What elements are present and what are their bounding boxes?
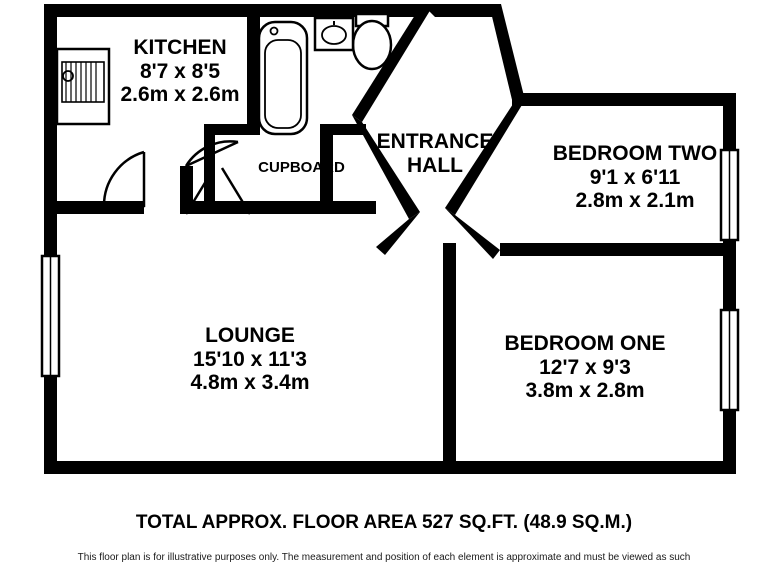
room-label-bedroom-one [455,332,715,403]
entrance-hall-line-2: HALL [407,153,463,177]
room-dim-metric-kitchen: 2.6m x 2.6m [120,83,240,107]
room-label-bedroom-two [510,142,760,213]
room-label-entrance-hall [355,130,515,177]
wall-cupboard-left [204,124,215,202]
room-name-bedroom-one: BEDROOM ONE [504,332,666,355]
door-kitchen-arc [104,152,144,207]
room-label-cupboard: CUPBOARD [258,159,345,176]
wall-entrance-top [422,4,501,17]
room-dim-imperial-bedroom-two: 9'1 x 6'11 [589,165,681,189]
room-dim-imperial-kitchen: 8'7 x 8'5 [139,59,221,83]
wc-fixture [353,14,391,69]
wall-bed2-left-stub [500,243,513,256]
wall-left-outer [44,4,57,474]
entrance-hall-line-1: ENTRANCE [376,130,494,153]
room-name-kitchen: KITCHEN [133,36,227,59]
room-name-bedroom-two: BEDROOM TWO [552,142,718,165]
room-label-lounge [110,324,390,395]
room-dim-imperial-lounge: 15'10 x 11'3 [193,347,307,371]
room-name-lounge: LOUNGE [205,324,295,347]
wall-entrance-diag-left-bottom [376,212,420,255]
wc-bowl [353,21,391,69]
room-dim-imperial-bedroom-one: 12'7 x 9'3 [539,355,631,379]
wall-top-right [512,93,736,106]
wall-entrance-diag-top [489,4,525,104]
wall-lounge-bed1-top [443,243,456,257]
wall-bottom-outer [44,461,736,474]
disclaimer-text: This floor plan is for illustrative purposes only. The measurement and position of each element is approximate and must be viewed as such [77,552,691,563]
room-dim-metric-bedroom-one: 3.8m x 2.8m [525,379,645,403]
room-dim-metric-bedroom-two: 2.8m x 2.1m [575,189,695,213]
wall-bed2-bottom [500,243,736,256]
room-label-kitchen [60,36,300,107]
basin-fixture [315,18,353,50]
room-dim-metric-lounge: 4.8m x 3.4m [190,371,310,395]
wall-lounge-top-right [186,201,376,214]
total-floor-area-text: TOTAL APPROX. FLOOR AREA 527 SQ.FT. (48.9 SQ.M.) [135,512,633,533]
